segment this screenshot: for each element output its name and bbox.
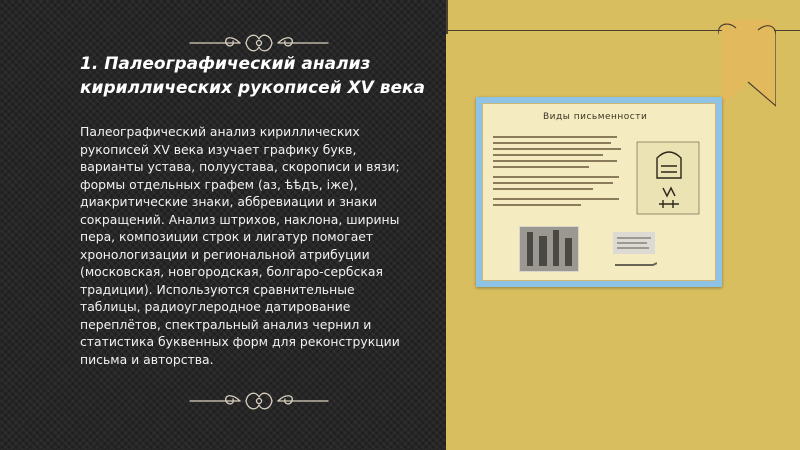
text-line — [493, 148, 621, 150]
pictograph-icon — [633, 138, 703, 218]
stylus-icon — [613, 260, 657, 270]
text-line — [493, 198, 619, 200]
writing-types-image — [476, 97, 722, 287]
divider-corner — [446, 0, 448, 34]
tablet-image-icon — [613, 232, 655, 254]
text-line — [493, 188, 593, 190]
figure-title: Виды письменности — [543, 112, 648, 122]
relief-image-icon — [519, 226, 579, 272]
text-line — [493, 154, 603, 156]
text-line — [493, 136, 617, 138]
text-line — [493, 166, 589, 168]
text-line — [493, 142, 611, 144]
slide-title: 1. Палеографический анализ кириллических рукописей XV века — [80, 54, 425, 98]
slide-body-text: Палеографический анализ кириллических рукописей XV века изучает графику букв, варианты устава, полуустава, скорописи и вязи; формы отдельных графем (аз, ѣѣдъ, іже), диакритические знаки, аббревиации и знаки сокращений. Анализ штрихов, наклона, ширины пера, композиции строк и лигатур помогает хронологизации и региональной атрибуции (московская, новгородская, болгаро-сербская традиции). Используются сравнительные таблицы, радиоуглеродное датирование переплётов, спектральный анализ чернил и статистика буквенных форм для реконструкции письма и авторства. — [80, 124, 400, 367]
text-line — [493, 176, 619, 178]
flourish-ornament-icon — [188, 389, 330, 413]
text-line — [493, 160, 617, 162]
text-line — [493, 182, 613, 184]
text-line — [493, 204, 581, 206]
ribbon-bookmark-icon — [718, 20, 776, 108]
writing-types-card — [482, 103, 716, 281]
